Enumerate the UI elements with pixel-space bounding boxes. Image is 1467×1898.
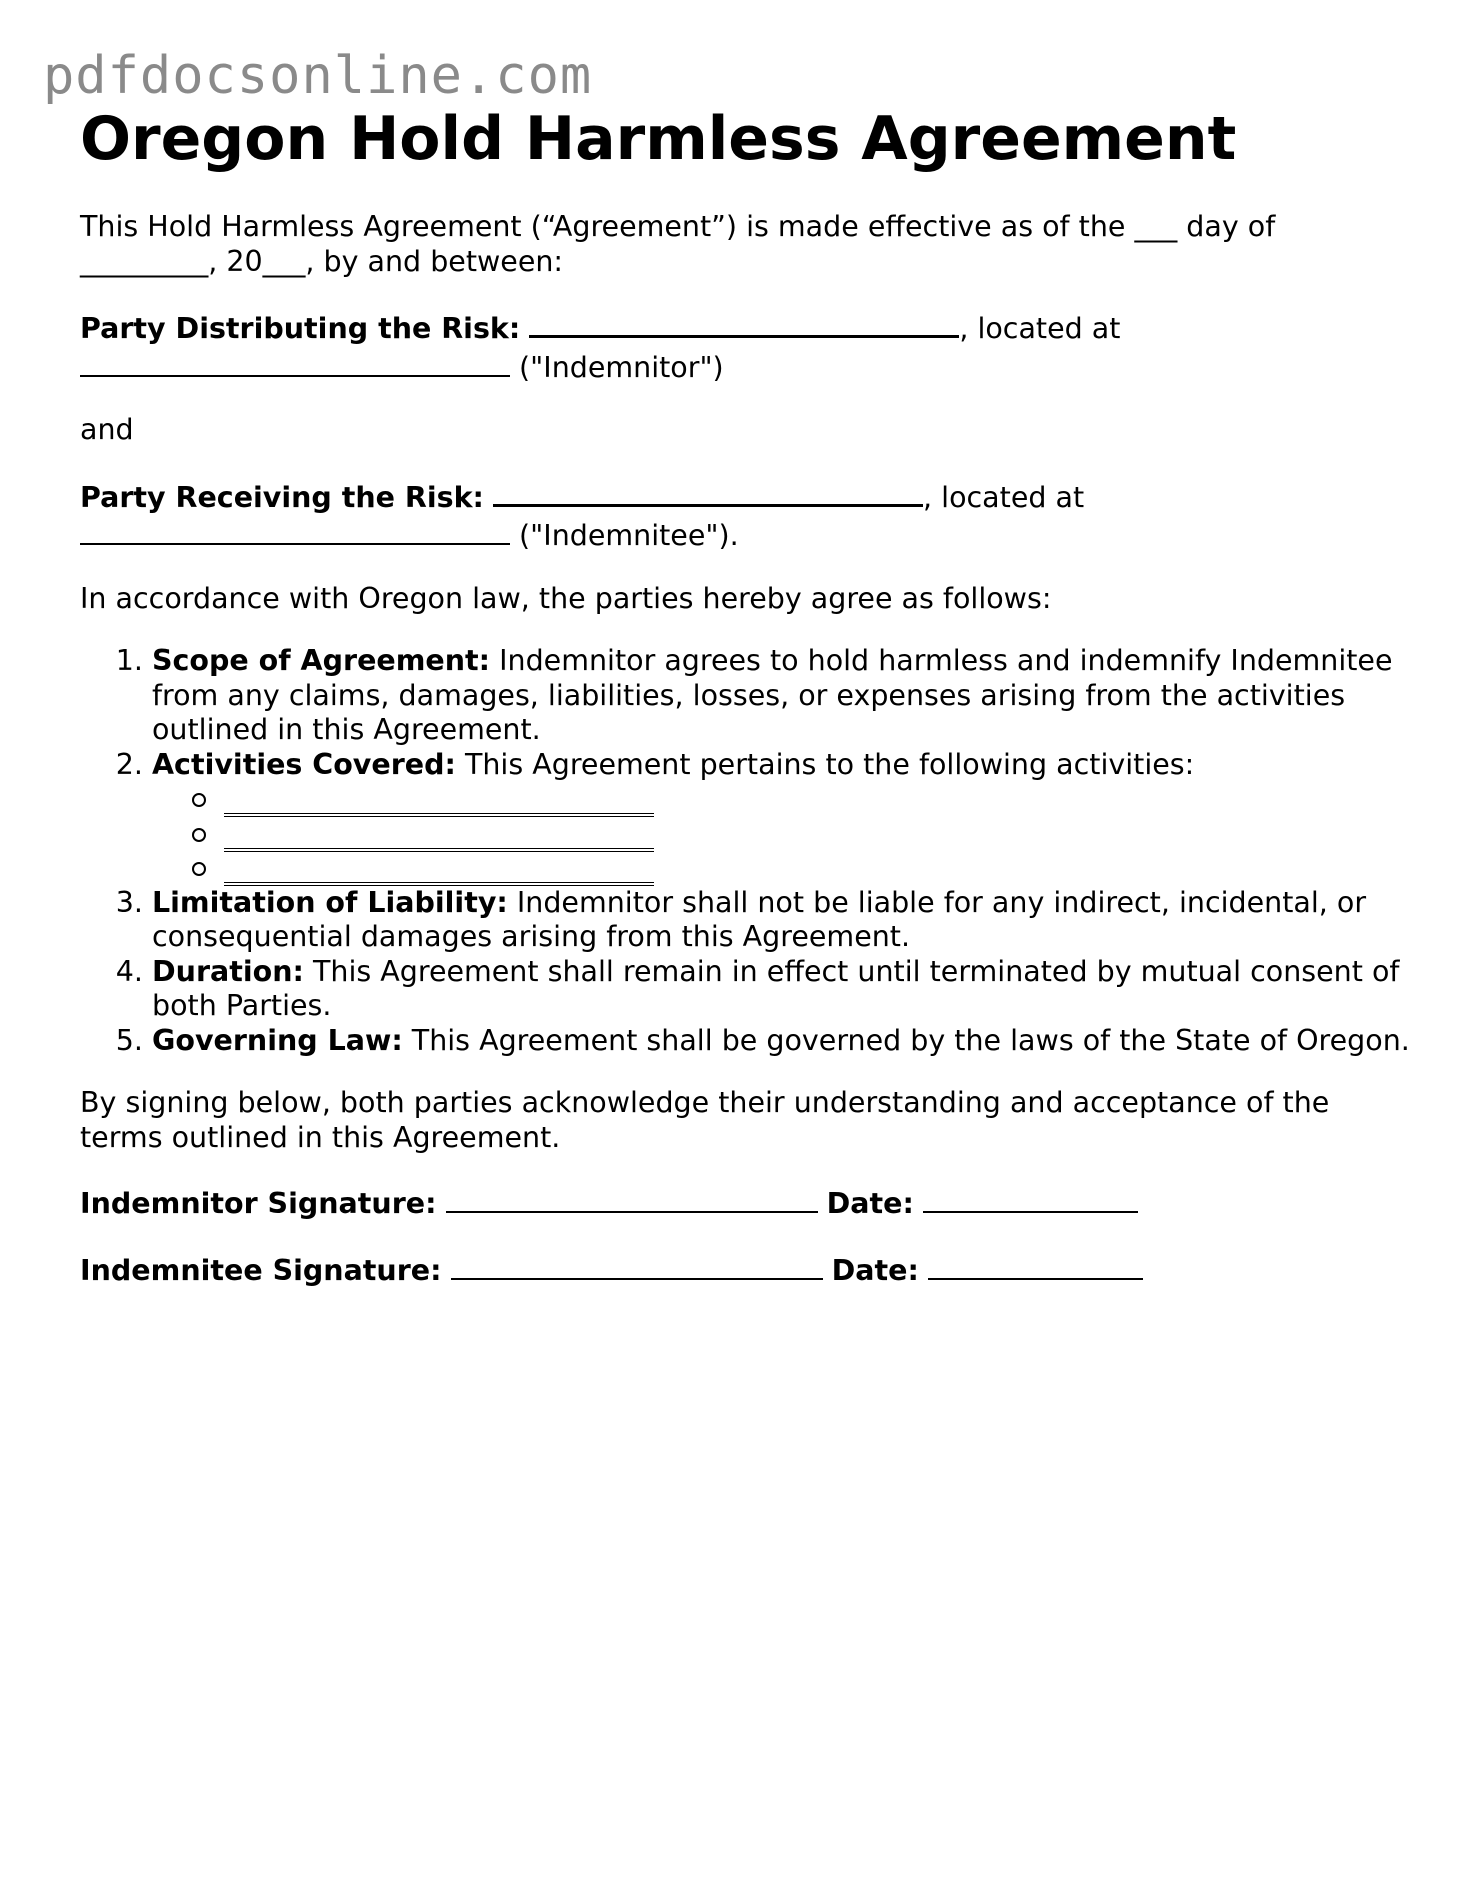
term-text: This Agreement shall be governed by the laws of the State of Oregon. <box>402 1023 1410 1057</box>
indemnitee-date-field[interactable] <box>928 1250 1143 1280</box>
and-text: and <box>80 413 134 446</box>
circle-bullet-icon <box>192 862 206 876</box>
indemnitee-address-field[interactable] <box>80 515 510 545</box>
acknowledgement-text: By signing below, both parties acknowledge their understanding and acceptance of the terms outlined in this Agreement. <box>80 1086 1330 1154</box>
terms-list <box>80 644 1410 1058</box>
party-receiving <box>80 476 1410 554</box>
indemnitee-signature-label: Indemnitee Signature: <box>80 1253 442 1287</box>
term-text: This Agreement shall remain in effect until terminated by mutual consent of both Parties. <box>152 954 1400 1022</box>
term-item <box>152 644 1410 748</box>
term-text: This Agreement pertains to the following activities: <box>455 747 1195 781</box>
indemnitee-date-label: Date: <box>831 1253 919 1287</box>
party-distributing-role: ("Indemnitor") <box>510 350 724 384</box>
party-receiving-role: ("Indemnitee"). <box>510 519 739 552</box>
party-receiving-label: Party Receiving the Risk: <box>80 480 484 514</box>
indemnitor-address-field[interactable] <box>80 347 510 377</box>
indemnitor-date-label: Date: <box>826 1187 914 1220</box>
party-distributing-located: , located at <box>959 312 1121 345</box>
term-text: Indemnitor shall not be liable for any indirect, incidental, or consequential damages arising from this Agreement. <box>152 885 1367 953</box>
term-heading: Limitation of Liability: <box>152 885 508 919</box>
term-text: Indemnitor agrees to hold harmless and indemnify Indemnitee from any claims, damages, liabilities, losses, or expenses arising from the activities outlined in this Agreement. <box>152 644 1393 746</box>
activity-item <box>192 851 1410 886</box>
activity-item <box>192 782 1410 817</box>
term-heading: Duration: <box>152 954 304 988</box>
indemnitor-name-field[interactable] <box>529 307 959 338</box>
term-heading: Scope of Agreement: <box>152 644 491 677</box>
activities-list <box>152 782 1410 886</box>
party-receiving-located: , located at <box>923 480 1085 514</box>
party-distributing-label: Party Distributing the Risk: <box>80 312 521 345</box>
term-heading: Activities Covered: <box>152 747 456 781</box>
watermark: pdfdocsonline.com <box>43 46 593 106</box>
indemnitee-name-field[interactable] <box>493 476 923 507</box>
activity-item <box>192 817 1410 852</box>
term-item <box>152 748 1410 886</box>
page-title: Oregon Hold Harmless Agreement <box>80 104 1237 174</box>
indemnitee-signature-row <box>80 1250 1410 1289</box>
indemnitor-signature-label: Indemnitor Signature: <box>80 1187 437 1220</box>
intro-paragraph <box>80 210 1410 279</box>
term-item <box>152 886 1410 955</box>
party-distributing <box>80 307 1410 385</box>
document <box>80 98 1410 1288</box>
indemnitor-date-field[interactable] <box>923 1183 1138 1213</box>
term-heading: Governing Law: <box>152 1023 403 1057</box>
accordance-text: In accordance with Oregon law, the parties hereby agree as follows: <box>80 581 1052 615</box>
term-item <box>152 955 1410 1024</box>
indemnitor-signature-row <box>80 1183 1410 1222</box>
activity-field[interactable] <box>224 882 654 886</box>
indemnitee-signature-field[interactable] <box>451 1250 823 1280</box>
circle-bullet-icon <box>192 793 206 807</box>
indemnitor-signature-field[interactable] <box>446 1183 818 1213</box>
term-item <box>152 1024 1410 1059</box>
circle-bullet-icon <box>192 828 206 842</box>
intro-text-a: This Hold Harmless Agreement (“Agreement”) is made effective as of the ___ day of <box>80 210 1276 243</box>
intro-text-b: _________, 20___, by and between: <box>80 244 564 278</box>
